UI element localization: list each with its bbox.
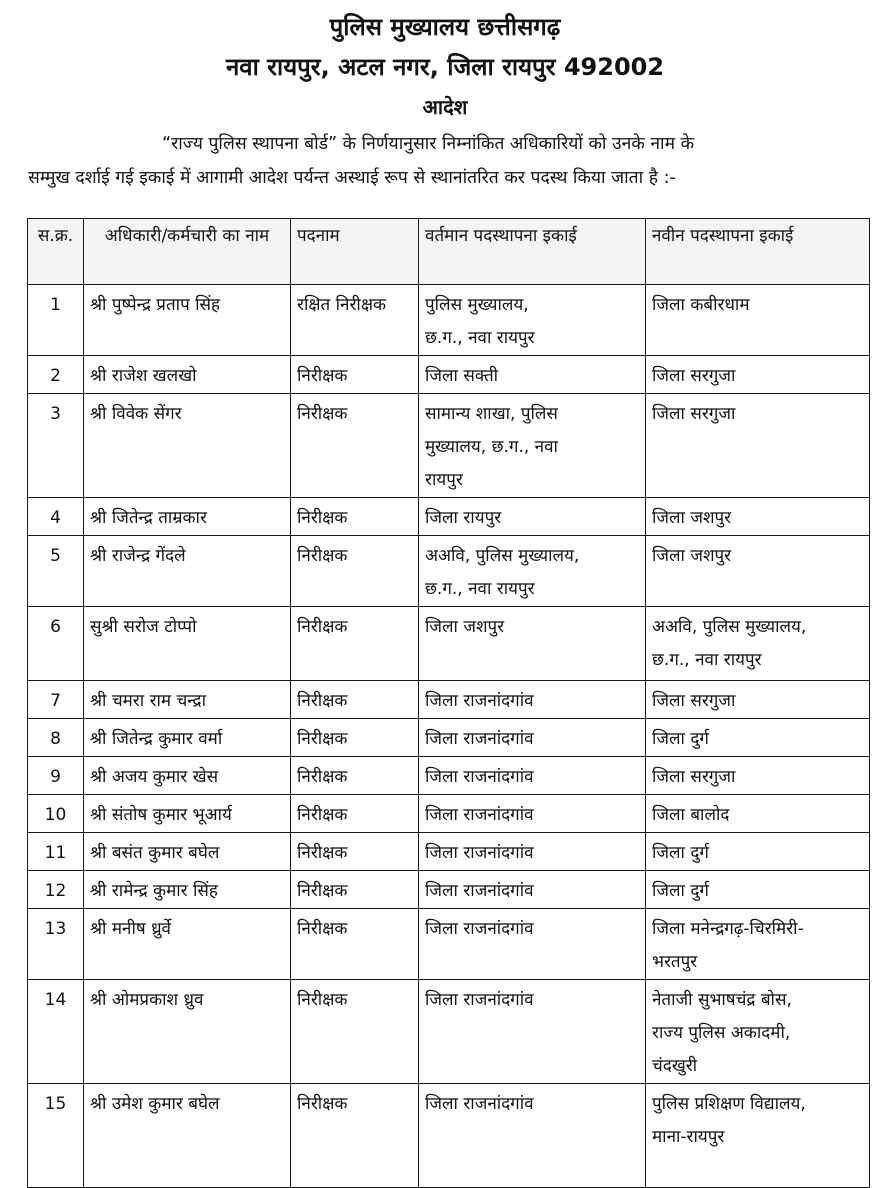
table-row bbox=[28, 871, 870, 909]
cell-name: सुश्री सरोज टोप्पो bbox=[84, 607, 291, 681]
cell-current-posting bbox=[419, 607, 646, 681]
cell-sno: 10 bbox=[28, 795, 84, 833]
cell-current-posting bbox=[419, 285, 646, 356]
org-heading: पुलिस मुख्यालय छत्तीसगढ़ bbox=[329, 13, 561, 41]
cell-line: जिला सरगुजा bbox=[652, 404, 736, 424]
cell-new-posting bbox=[646, 980, 870, 1084]
column-header-designation: पदनाम bbox=[291, 219, 419, 285]
column-header-current-posting: वर्तमान पदस्थापना इकाई bbox=[419, 219, 646, 285]
cell-line: जिला जशपुर bbox=[652, 508, 732, 528]
cell-line: जिला राजनांदगांव bbox=[425, 919, 534, 939]
cell-sno: 12 bbox=[28, 871, 84, 909]
cell-sno: 3 bbox=[28, 394, 84, 498]
cell-line: जिला राजनांदगांव bbox=[425, 729, 534, 749]
cell-line: जिला मनेन्द्रगढ़-चिरमिरी- bbox=[652, 919, 804, 939]
cell-name: श्री जितेन्द्र ताम्रकार bbox=[84, 498, 291, 536]
cell-name: श्री चमरा राम चन्द्रा bbox=[84, 681, 291, 719]
cell-new-posting bbox=[646, 719, 870, 757]
cell-line: जिला सक्ती bbox=[425, 366, 499, 386]
cell-line: राज्य पुलिस अकादमी, bbox=[652, 1023, 791, 1043]
cell-current-posting bbox=[419, 681, 646, 719]
cell-line: जिला जशपुर bbox=[652, 546, 732, 566]
cell-new-posting bbox=[646, 356, 870, 394]
cell-line: जिला सरगुजा bbox=[652, 366, 736, 386]
table-row bbox=[28, 356, 870, 394]
table-row bbox=[28, 536, 870, 607]
cell-line: चंदखुरी bbox=[652, 1056, 698, 1076]
cell-sno: 2 bbox=[28, 356, 84, 394]
column-header-sno: स.क्र. bbox=[28, 219, 84, 285]
cell-designation: निरीक्षक bbox=[291, 681, 419, 719]
cell-current-posting bbox=[419, 719, 646, 757]
cell-current-posting bbox=[419, 498, 646, 536]
org-address: नवा रायपुर, अटल नगर, जिला रायपुर 492002 bbox=[225, 53, 665, 81]
cell-current-posting bbox=[419, 909, 646, 980]
cell-line: नेताजी सुभाषचंद्र बोस, bbox=[652, 990, 792, 1010]
cell-designation: रक्षित निरीक्षक bbox=[291, 285, 419, 356]
cell-sno: 6 bbox=[28, 607, 84, 681]
cell-new-posting bbox=[646, 285, 870, 356]
cell-line: जिला दुर्ग bbox=[652, 843, 709, 863]
cell-line: माना-रायपुर bbox=[652, 1127, 725, 1147]
cell-current-posting bbox=[419, 795, 646, 833]
cell-line: जिला कबीरधाम bbox=[652, 295, 750, 315]
cell-designation: निरीक्षक bbox=[291, 871, 419, 909]
cell-designation: निरीक्षक bbox=[291, 607, 419, 681]
cell-line: जिला राजनांदगांव bbox=[425, 805, 534, 825]
cell-line: जिला दुर्ग bbox=[652, 729, 709, 749]
cell-line: छ.ग., नवा रायपुर bbox=[425, 328, 535, 348]
cell-line: जिला राजनांदगांव bbox=[425, 881, 534, 901]
cell-sno: 1 bbox=[28, 285, 84, 356]
cell-designation: निरीक्षक bbox=[291, 536, 419, 607]
table-row bbox=[28, 833, 870, 871]
cell-line: जिला रायपुर bbox=[425, 508, 502, 528]
cell-designation: निरीक्षक bbox=[291, 1084, 419, 1188]
cell-designation: निरीक्षक bbox=[291, 394, 419, 498]
cell-line: पुलिस प्रशिक्षण विद्यालय, bbox=[652, 1094, 806, 1114]
cell-line: जिला राजनांदगांव bbox=[425, 843, 534, 863]
cell-sno: 5 bbox=[28, 536, 84, 607]
cell-designation: निरीक्षक bbox=[291, 498, 419, 536]
cell-line: छ.ग., नवा रायपुर bbox=[652, 650, 762, 670]
table-row bbox=[28, 285, 870, 356]
table-row bbox=[28, 757, 870, 795]
cell-name: श्री ओमप्रकाश ध्रुव bbox=[84, 980, 291, 1084]
cell-current-posting bbox=[419, 980, 646, 1084]
cell-current-posting bbox=[419, 833, 646, 871]
cell-new-posting bbox=[646, 795, 870, 833]
table-row bbox=[28, 498, 870, 536]
cell-line: अअवि, पुलिस मुख्यालय, bbox=[425, 546, 580, 566]
cell-line: सामान्य शाखा, पुलिस bbox=[425, 404, 558, 424]
cell-line: जिला सरगुजा bbox=[652, 691, 736, 711]
cell-name: श्री अजय कुमार खेस bbox=[84, 757, 291, 795]
cell-sno: 14 bbox=[28, 980, 84, 1084]
table-row bbox=[28, 1084, 870, 1188]
order-title: आदेश bbox=[422, 95, 468, 119]
column-header-new-posting: नवीन पदस्थापना इकाई bbox=[646, 219, 870, 285]
cell-designation: निरीक्षक bbox=[291, 356, 419, 394]
cell-line: भरतपुर bbox=[652, 952, 698, 972]
cell-current-posting bbox=[419, 394, 646, 498]
cell-designation: निरीक्षक bbox=[291, 909, 419, 980]
transfer-table bbox=[27, 218, 870, 1188]
cell-sno: 13 bbox=[28, 909, 84, 980]
intro-line-2: सम्मुख दर्शाई गई इकाई में आगामी आदेश पर्यन्त अस्थाई रूप से स्थानांतरित कर पदस्थ किया जाता है :- bbox=[28, 168, 676, 188]
table-row bbox=[28, 681, 870, 719]
cell-name: श्री राजेन्द्र गेंदले bbox=[84, 536, 291, 607]
table-row bbox=[28, 394, 870, 498]
cell-line: जिला राजनांदगांव bbox=[425, 1094, 534, 1114]
cell-name: श्री राजेश खलखो bbox=[84, 356, 291, 394]
cell-line: जिला बालोद bbox=[652, 805, 730, 825]
cell-name: श्री संतोष कुमार भूआर्य bbox=[84, 795, 291, 833]
cell-current-posting bbox=[419, 1084, 646, 1188]
cell-current-posting bbox=[419, 536, 646, 607]
cell-new-posting bbox=[646, 871, 870, 909]
cell-designation: निरीक्षक bbox=[291, 719, 419, 757]
cell-name: श्री पुष्पेन्द्र प्रताप सिंह bbox=[84, 285, 291, 356]
cell-current-posting bbox=[419, 356, 646, 394]
table-body bbox=[28, 285, 870, 1188]
cell-designation: निरीक्षक bbox=[291, 980, 419, 1084]
cell-line: रायपुर bbox=[425, 470, 463, 490]
cell-new-posting bbox=[646, 681, 870, 719]
cell-sno: 15 bbox=[28, 1084, 84, 1188]
table-header-row bbox=[28, 219, 870, 285]
cell-name: श्री जितेन्द्र कुमार वर्मा bbox=[84, 719, 291, 757]
cell-line: जिला सरगुजा bbox=[652, 767, 736, 787]
cell-sno: 11 bbox=[28, 833, 84, 871]
cell-name: श्री उमेश कुमार बघेल bbox=[84, 1084, 291, 1188]
cell-line: जिला जशपुर bbox=[425, 617, 505, 637]
cell-line: छ.ग., नवा रायपुर bbox=[425, 579, 535, 599]
cell-name: श्री विवेक सेंगर bbox=[84, 394, 291, 498]
cell-designation: निरीक्षक bbox=[291, 795, 419, 833]
cell-new-posting bbox=[646, 757, 870, 795]
cell-new-posting bbox=[646, 536, 870, 607]
intro-line-1: “राज्य पुलिस स्थापना बोर्ड” के निर्णयानुसार निम्नांकित अधिकारियों को उनके नाम के bbox=[162, 134, 695, 154]
cell-new-posting bbox=[646, 498, 870, 536]
table-row bbox=[28, 980, 870, 1084]
table-row bbox=[28, 719, 870, 757]
cell-designation: निरीक्षक bbox=[291, 757, 419, 795]
cell-line: जिला राजनांदगांव bbox=[425, 767, 534, 787]
cell-new-posting bbox=[646, 394, 870, 498]
cell-line: मुख्यालय, छ.ग., नवा bbox=[425, 437, 558, 457]
cell-new-posting bbox=[646, 1084, 870, 1188]
table-row bbox=[28, 909, 870, 980]
cell-line: अअवि, पुलिस मुख्यालय, bbox=[652, 617, 807, 637]
cell-line: पुलिस मुख्यालय, bbox=[425, 295, 529, 315]
cell-name: श्री बसंत कुमार बघेल bbox=[84, 833, 291, 871]
cell-sno: 7 bbox=[28, 681, 84, 719]
cell-new-posting bbox=[646, 909, 870, 980]
cell-line: जिला राजनांदगांव bbox=[425, 990, 534, 1010]
cell-line: जिला दुर्ग bbox=[652, 881, 709, 901]
cell-sno: 4 bbox=[28, 498, 84, 536]
cell-new-posting bbox=[646, 607, 870, 681]
column-header-name: अधिकारी/कर्मचारी का नाम bbox=[84, 219, 291, 285]
cell-name: श्री मनीष ध्रुर्वे bbox=[84, 909, 291, 980]
cell-current-posting bbox=[419, 871, 646, 909]
table-row bbox=[28, 607, 870, 681]
cell-new-posting bbox=[646, 833, 870, 871]
cell-designation: निरीक्षक bbox=[291, 833, 419, 871]
table-row bbox=[28, 795, 870, 833]
cell-name: श्री रामेन्द्र कुमार सिंह bbox=[84, 871, 291, 909]
cell-current-posting bbox=[419, 757, 646, 795]
cell-line: जिला राजनांदगांव bbox=[425, 691, 534, 711]
cell-sno: 8 bbox=[28, 719, 84, 757]
cell-sno: 9 bbox=[28, 757, 84, 795]
